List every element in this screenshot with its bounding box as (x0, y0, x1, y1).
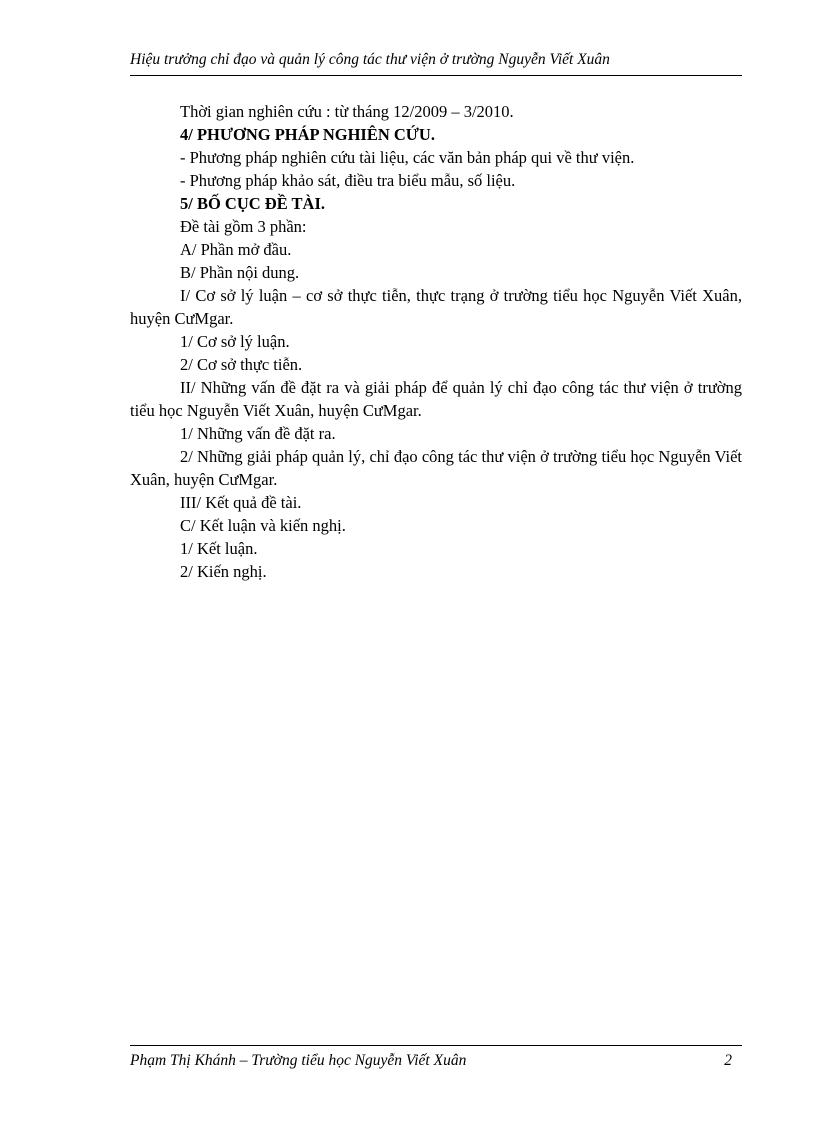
page-footer (130, 1051, 742, 1071)
outline-item: A/ Phần mở đầu. (180, 240, 292, 259)
outline-item: III/ Kết quả đề tài. (180, 493, 302, 512)
method-item: - Phương pháp nghiên cứu tài liệu, các văn bản pháp qui về thư viện. (180, 148, 635, 167)
outline-item: I/ Cơ sở lý luận – cơ sở thực tiễn, thực trạng ở trường tiểu học Nguyễn Viết Xuân, huyện CưMgar. (130, 286, 742, 328)
header-divider (130, 75, 742, 76)
outline-item: II/ Những vấn đề đặt ra và giải pháp để quản lý chỉ đạo công tác thư viện ở trường tiểu học Nguyễn Viết Xuân, huyện CưMgar. (130, 378, 742, 420)
method-item: - Phương pháp khảo sát, điều tra biểu mẫu, số liệu. (180, 171, 516, 190)
outline-item: 1/ Những vấn đề đặt ra. (180, 424, 336, 443)
section-heading-structure: 5/ BỐ CỤC ĐỀ TÀI. (180, 194, 326, 213)
research-period: Thời gian nghiên cứu : từ tháng 12/2009 – 3/2010. (180, 102, 514, 121)
outline-item: B/ Phần nội dung. (180, 263, 300, 282)
outline-item: 2/ Những giải pháp quản lý, chỉ đạo công tác thư viện ở trường tiểu học Nguyễn Viết Xuân, huyện CưMgar. (130, 447, 742, 489)
footer-author: Phạm Thị Khánh – Trường tiểu học Nguyễn Viết Xuân (130, 1052, 467, 1069)
section-heading-methods: 4/ PHƯƠNG PHÁP NGHIÊN CỨU. (180, 125, 435, 144)
outline-item: 1/ Cơ sở lý luận. (180, 332, 290, 351)
footer-divider (130, 1045, 742, 1046)
outline-item: 1/ Kết luận. (180, 539, 258, 558)
page-number: 2 (724, 1052, 732, 1069)
outline-item: C/ Kết luận và kiến nghị. (180, 516, 346, 535)
document-body (130, 100, 742, 583)
outline-item: 2/ Kiến nghị. (180, 562, 267, 581)
running-header: Hiệu trưởng chỉ đạo và quản lý công tác thư viện ở trường Nguyễn Viết Xuân (130, 51, 610, 68)
outline-item: 2/ Cơ sở thực tiễn. (180, 355, 303, 374)
structure-intro: Đề tài gồm 3 phần: (180, 217, 307, 236)
